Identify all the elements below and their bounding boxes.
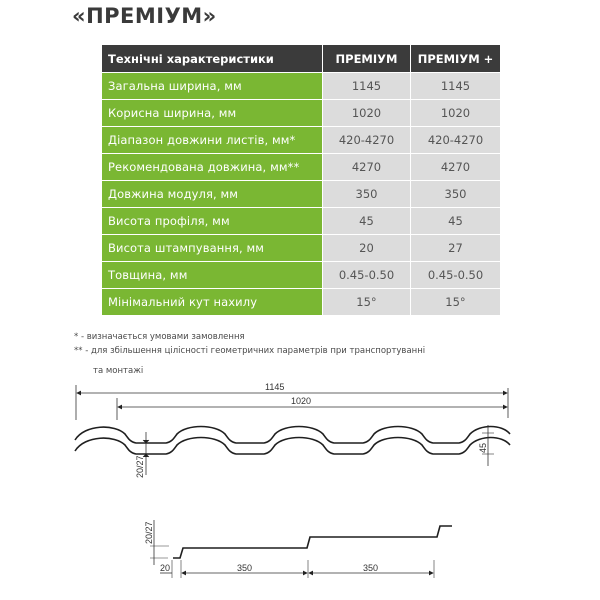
long-dimension-stamp-height: 20/27 [144,521,154,544]
premium-value: 45 [323,208,411,235]
premium-value: 1020 [323,100,411,127]
row-label: Рекомендована довжина, мм** [102,154,323,181]
footnote-2: ** - для збільшення цілісності геометричних параметрів при транспортуванні [74,346,426,356]
premium-plus-value: 1145 [411,73,501,100]
dimension-useful-width: 1020 [291,396,312,406]
row-label: Висота профіля, мм [102,208,323,235]
long-dimension-module-1: 350 [237,563,253,573]
cross-section-drawing [75,382,510,478]
premium-plus-value: 27 [411,235,501,262]
premium-plus-value: 45 [411,208,501,235]
row-label: Діапазон довжини листів, мм* [102,127,323,154]
premium-plus-value: 15° [411,289,501,316]
dimension-profile-height: 45 [478,442,488,453]
premium-value: 350 [323,181,411,208]
page-title: «ПРЕМІУМ» [72,4,217,28]
header-premium: ПРЕМІУМ [323,45,411,73]
header-premium-plus: ПРЕМІУМ + [411,45,501,73]
premium-plus-value: 1020 [411,100,501,127]
row-label: Загальна ширина, мм [102,73,323,100]
premium-plus-value: 4270 [411,154,501,181]
long-dimension-step: 20 [160,563,171,573]
longitudinal-section-drawing [144,520,452,578]
premium-plus-value: 0.45-0.50 [411,262,501,289]
row-label: Корисна ширина, мм [102,100,323,127]
premium-plus-value: 350 [411,181,501,208]
row-label: Мінімальний кут нахилу [102,289,323,316]
dimension-total-width: 1145 [265,382,285,392]
premium-value: 0.45-0.50 [323,262,411,289]
premium-value: 420-4270 [323,127,411,154]
premium-value: 4270 [323,154,411,181]
premium-value: 1145 [323,73,411,100]
footnote-2-continued: та монтажі [93,366,144,376]
premium-value: 15° [323,289,411,316]
long-dimension-module-2: 350 [363,563,379,573]
row-label: Довжина модуля, мм [102,181,323,208]
header-characteristics: Технічні характеристики [102,45,323,73]
footnote-1: * - визначається умовами замовлення [74,332,245,342]
dimension-stamp-height: 20/27 [135,455,145,478]
premium-value: 20 [323,235,411,262]
row-label: Висота штампування, мм [102,235,323,262]
row-label: Товщина, мм [102,262,323,289]
premium-plus-value: 420-4270 [411,127,501,154]
